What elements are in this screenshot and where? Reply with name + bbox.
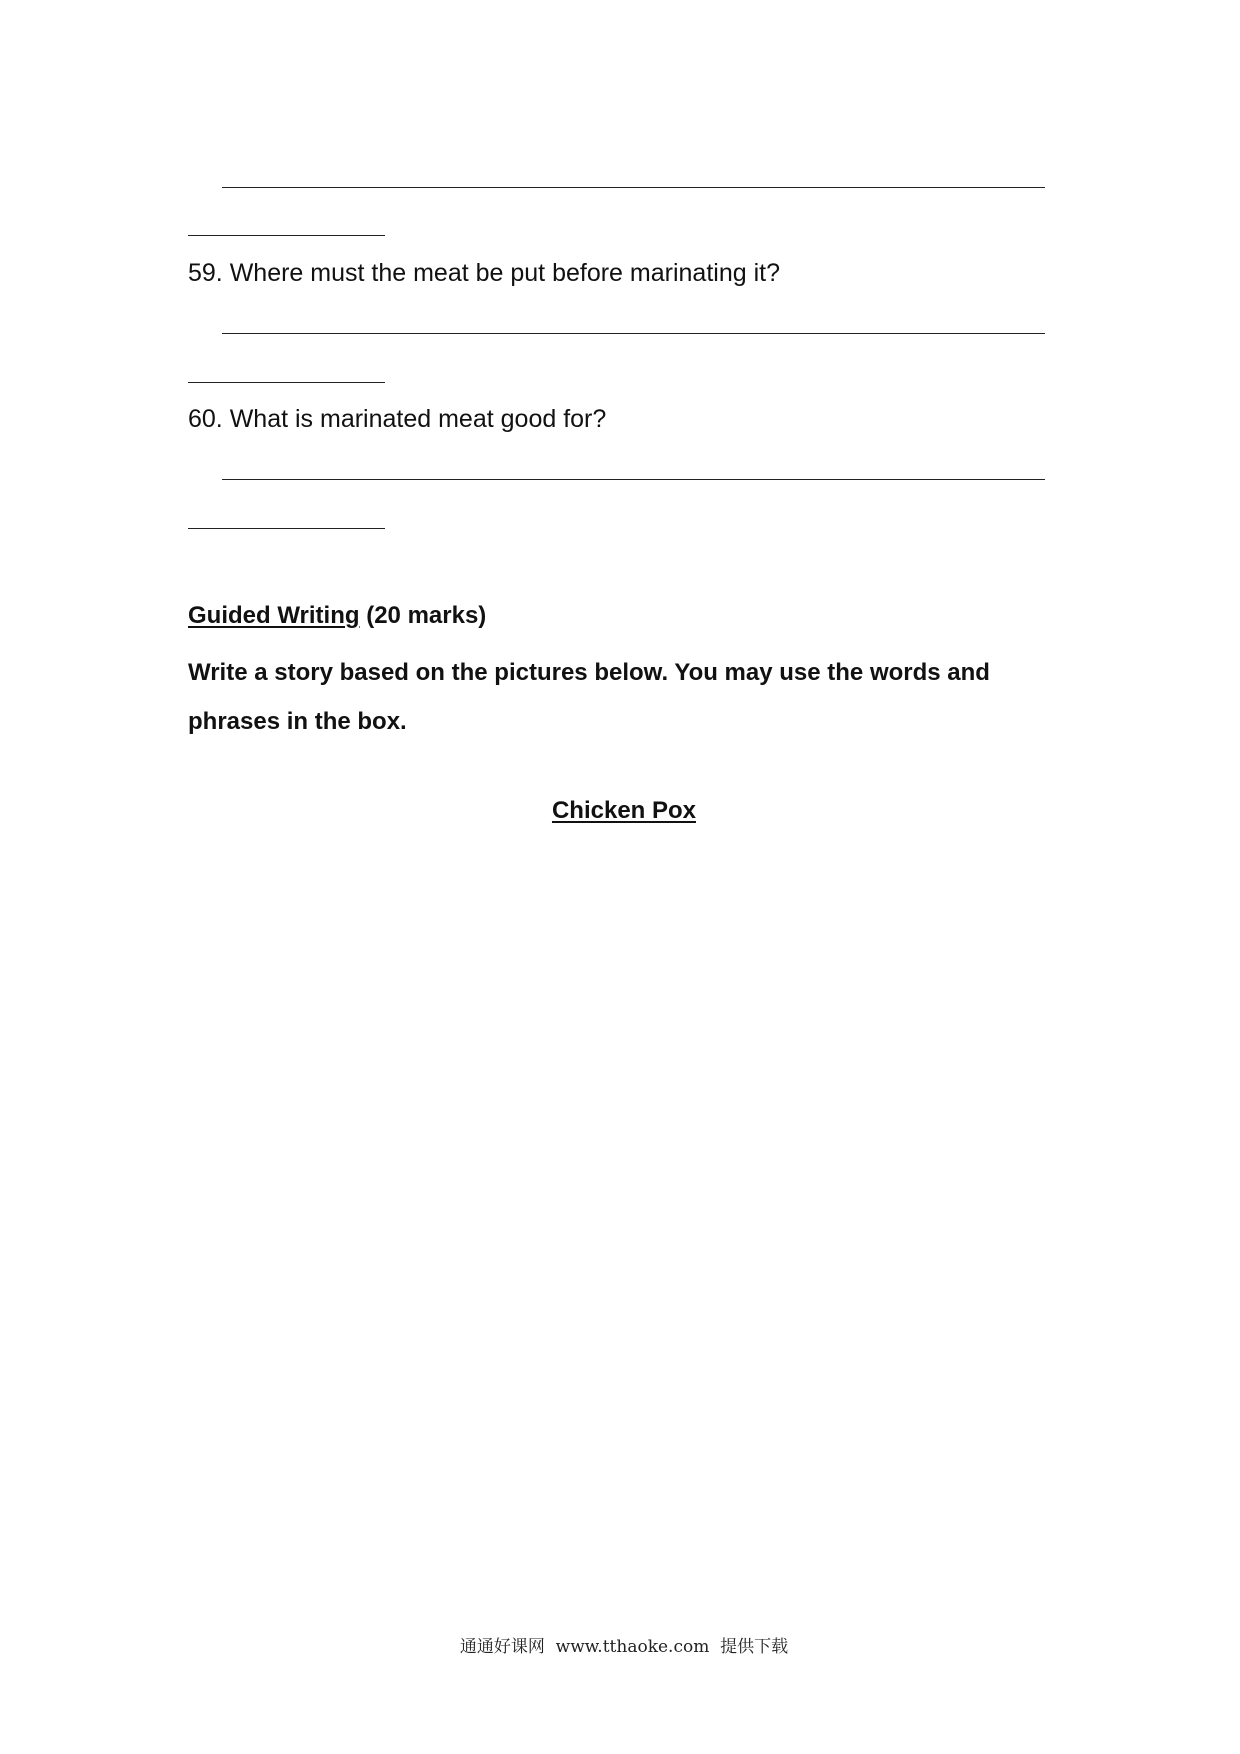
answer-line [222, 187, 1045, 188]
section-marks: (20 marks) [359, 602, 487, 629]
answer-line [222, 479, 1045, 480]
question-60: 60. What is marinated meat good for? [188, 405, 607, 433]
answer-line [222, 333, 1045, 334]
section-heading [188, 601, 486, 631]
answer-line-short [188, 528, 385, 529]
answer-line-short [188, 235, 385, 236]
page-footer: 通通好课网 www.tthaoke.com 提供下载 [459, 1637, 789, 1657]
section-title: Guided Writing [188, 602, 360, 629]
story-title: Chicken Pox [551, 797, 697, 824]
answer-line-short [188, 382, 385, 383]
writing-instructions: Write a story based on the pictures below. You may use the words and phrases in the box. [188, 659, 990, 735]
question-59: 59. Where must the meat be put before marinating it? [188, 259, 780, 287]
